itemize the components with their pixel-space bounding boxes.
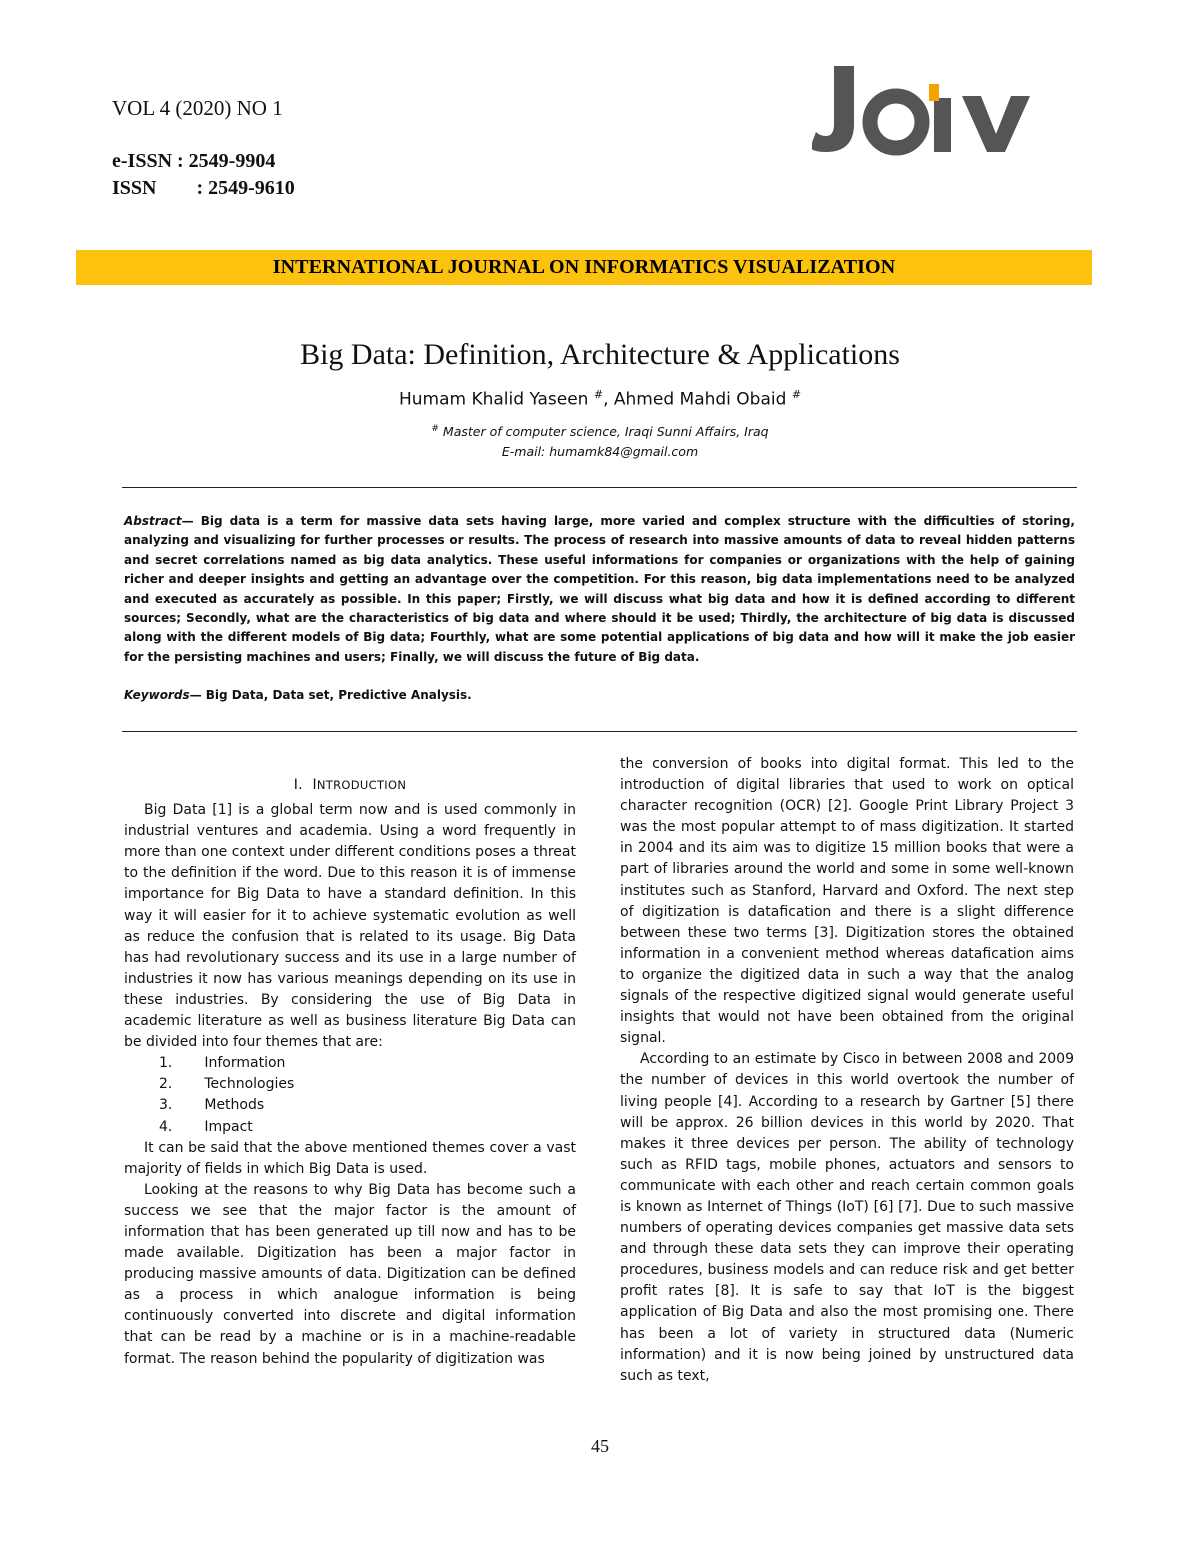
abstract-label: Abstract [124,514,182,528]
section-title-initial: I [312,777,317,793]
abstract-dash: — [181,514,201,528]
logo-letter-i [934,98,951,152]
list-item-text: Impact [204,1118,253,1135]
list-item-text: Technologies [204,1076,295,1093]
logo-letter-v [962,96,1030,152]
list-item-number: 1. [159,1055,173,1072]
keywords [124,688,1075,702]
paragraph-1: Big Data [1] is a global term now and is used commonly in industrial ventures and academia. Using a word frequently in more than one context under different conditions poses a threat to the definition if the word. Due to this reason it is of immense importance for Big Data to have a standard definition. In this way it will easier for it to achieve systematic evolution as well as reduce the confusion that is related to its usage. Big Data has had revolutionary success and its use in a large number of industries it now has various meanings depending on its use in these industries. By considering the use of Big Data in academic literature as well as business literature Big Data can be divided into four themes that are: [124,802,576,1051]
divider-bottom [122,731,1077,732]
list-item-number: 4. [159,1118,173,1135]
author-1: Humam Khalid Yaseen [398,389,589,410]
author-2-mark: # [791,388,802,401]
author-line: Humam Khalid Yaseen #, Ahmed Mahdi Obaid # [398,388,802,410]
list-item [124,1053,576,1074]
affiliation-mark: # [431,424,439,434]
list-item-text: Methods [204,1097,265,1114]
affiliation [0,424,1200,439]
left-column [124,775,576,1370]
eissn-line [112,150,275,173]
paragraph-2: It can be said that the above mentioned themes cover a vast majority of fields in which Big Data is used. [124,1139,576,1177]
keywords-label: Keywords [124,688,190,702]
divider-top [122,487,1077,488]
abstract [124,512,1075,667]
affiliation-text: Master of computer science, Iraqi Sunni Affairs, Iraq [442,424,769,440]
author-2: Ahmed Mahdi Obaid [613,389,787,410]
logo-accent [929,84,939,101]
journal-logo [812,62,1057,158]
list-item-number: 2. [159,1076,173,1093]
keywords-dash: — [189,688,206,702]
journal-banner [76,250,1092,285]
volume-label: VOL 4 (2020) NO 1 [112,96,283,120]
paragraph-4: the conversion of books into digital format. This led to the introduction of digital libraries that used to work on optical character recognition (OCR) [2]. Google Print Library Project 3 was the most popular attempt to of mass digitization. It started in 2004 and its aim was to digitize 15 million books that were a part of libraries around the world and some in some well-known institutes such as Stanford, Harvard and Oxford. The next step of digitization is datafication and there is a slight difference between these two terms [3]. Digitization stores the obtained information in a convenient method whereas datafication aims to organize the digitized data in such a way that the analog signals of the respective digitized signal would generate useful insights that would not have been obtained from the original signal. [620,756,1074,1047]
list-item [124,1095,576,1116]
author-email: E-mail: humamk84@gmail.com [501,444,699,459]
journal-name: INTERNATIONAL JOURNAL ON INFORMATICS VISUALIZATION [272,256,896,278]
section-heading [124,775,576,796]
eissn-label: e-ISSN [112,150,173,172]
paragraph-3: Looking at the reasons to why Big Data has become such a success we see that the major factor is the amount of information that has been generated up till now and has to be made available. Digitization has been a major factor in producing massive amounts of data. Digitization can be defined as a process in which analogue information is being continuously converted into discrete and digital information that can be read by a machine or is in a machine-readable format. The reason behind the popularity of digitization was [124,1181,576,1367]
issn-value: : 2549-9610 [196,177,295,199]
list-item-text: Information [204,1055,286,1072]
abstract-text: Big data is a term for massive data sets having large, more varied and complex structure with the difficulties of storing, analyzing and visualizing for further processes or results. The process of research into massive amounts of data to reveal hidden patterns and secret correlations named as big data analytics. These useful informations for companies or organizations with the help of gaining richer and deeper insights and getting an advantage over the competition. For this reason, big data implementations need to be analyzed and executed as accurately as possible. In this paper; Firstly, we will discuss what big data and how it is defined according to different sources; Secondly, what are the characteristics of big data and where should it be used; Thirdly, the architecture of big data is discussed along with the different models of Big data; Fourthly, what are some potential applications of big data and how will it make the job easier for the persisting machines and users; Finally, we will discuss the future of Big data. [124,514,1075,664]
issn-line [112,177,295,200]
keywords-text: Big Data, Data set, Predictive Analysis. [205,688,472,702]
list-item-number: 3. [159,1097,173,1114]
list-item [124,1117,576,1138]
issn-label: ISSN [112,177,157,199]
logo-letter-j [812,66,854,152]
themes-list [124,1053,576,1137]
author-1-mark: # [593,388,604,401]
section-number: I. [293,777,303,793]
page-number: 45 [591,1436,609,1456]
eissn-value: : 2549-9904 [177,150,276,172]
list-item [124,1074,576,1095]
logo-letter-o [870,96,922,148]
paragraph-5: According to an estimate by Cisco in between 2008 and 2009 the number of devices in this world overtook the number of living people [4]. According to a research by Gartner [5] there will be approx. 26 billion devices in this world by 2020. That makes it three devices per person. The ability of technology such as RFID tags, mobile phones, actuators and sensors to communicate with each other and reach certain common goals is known as Internet of Things (IoT) [6] [7]. Due to such massive numbers of operating devices companies get massive data sets and through these data sets they can improve their operating procedures, business models and can reduce risk and get better profit rates [8]. It is safe to say that IoT is the biggest application of Big Data and also the most promising one. There has been a lot of variety in structured data (Numeric information) and it is now being joined by unstructured data such as text, [620,1051,1074,1384]
paper-title: Big Data: Definition, Architecture & Applications [300,338,900,371]
right-column [620,754,1074,1387]
section-title-rest: NTRODUCTION [316,778,407,792]
